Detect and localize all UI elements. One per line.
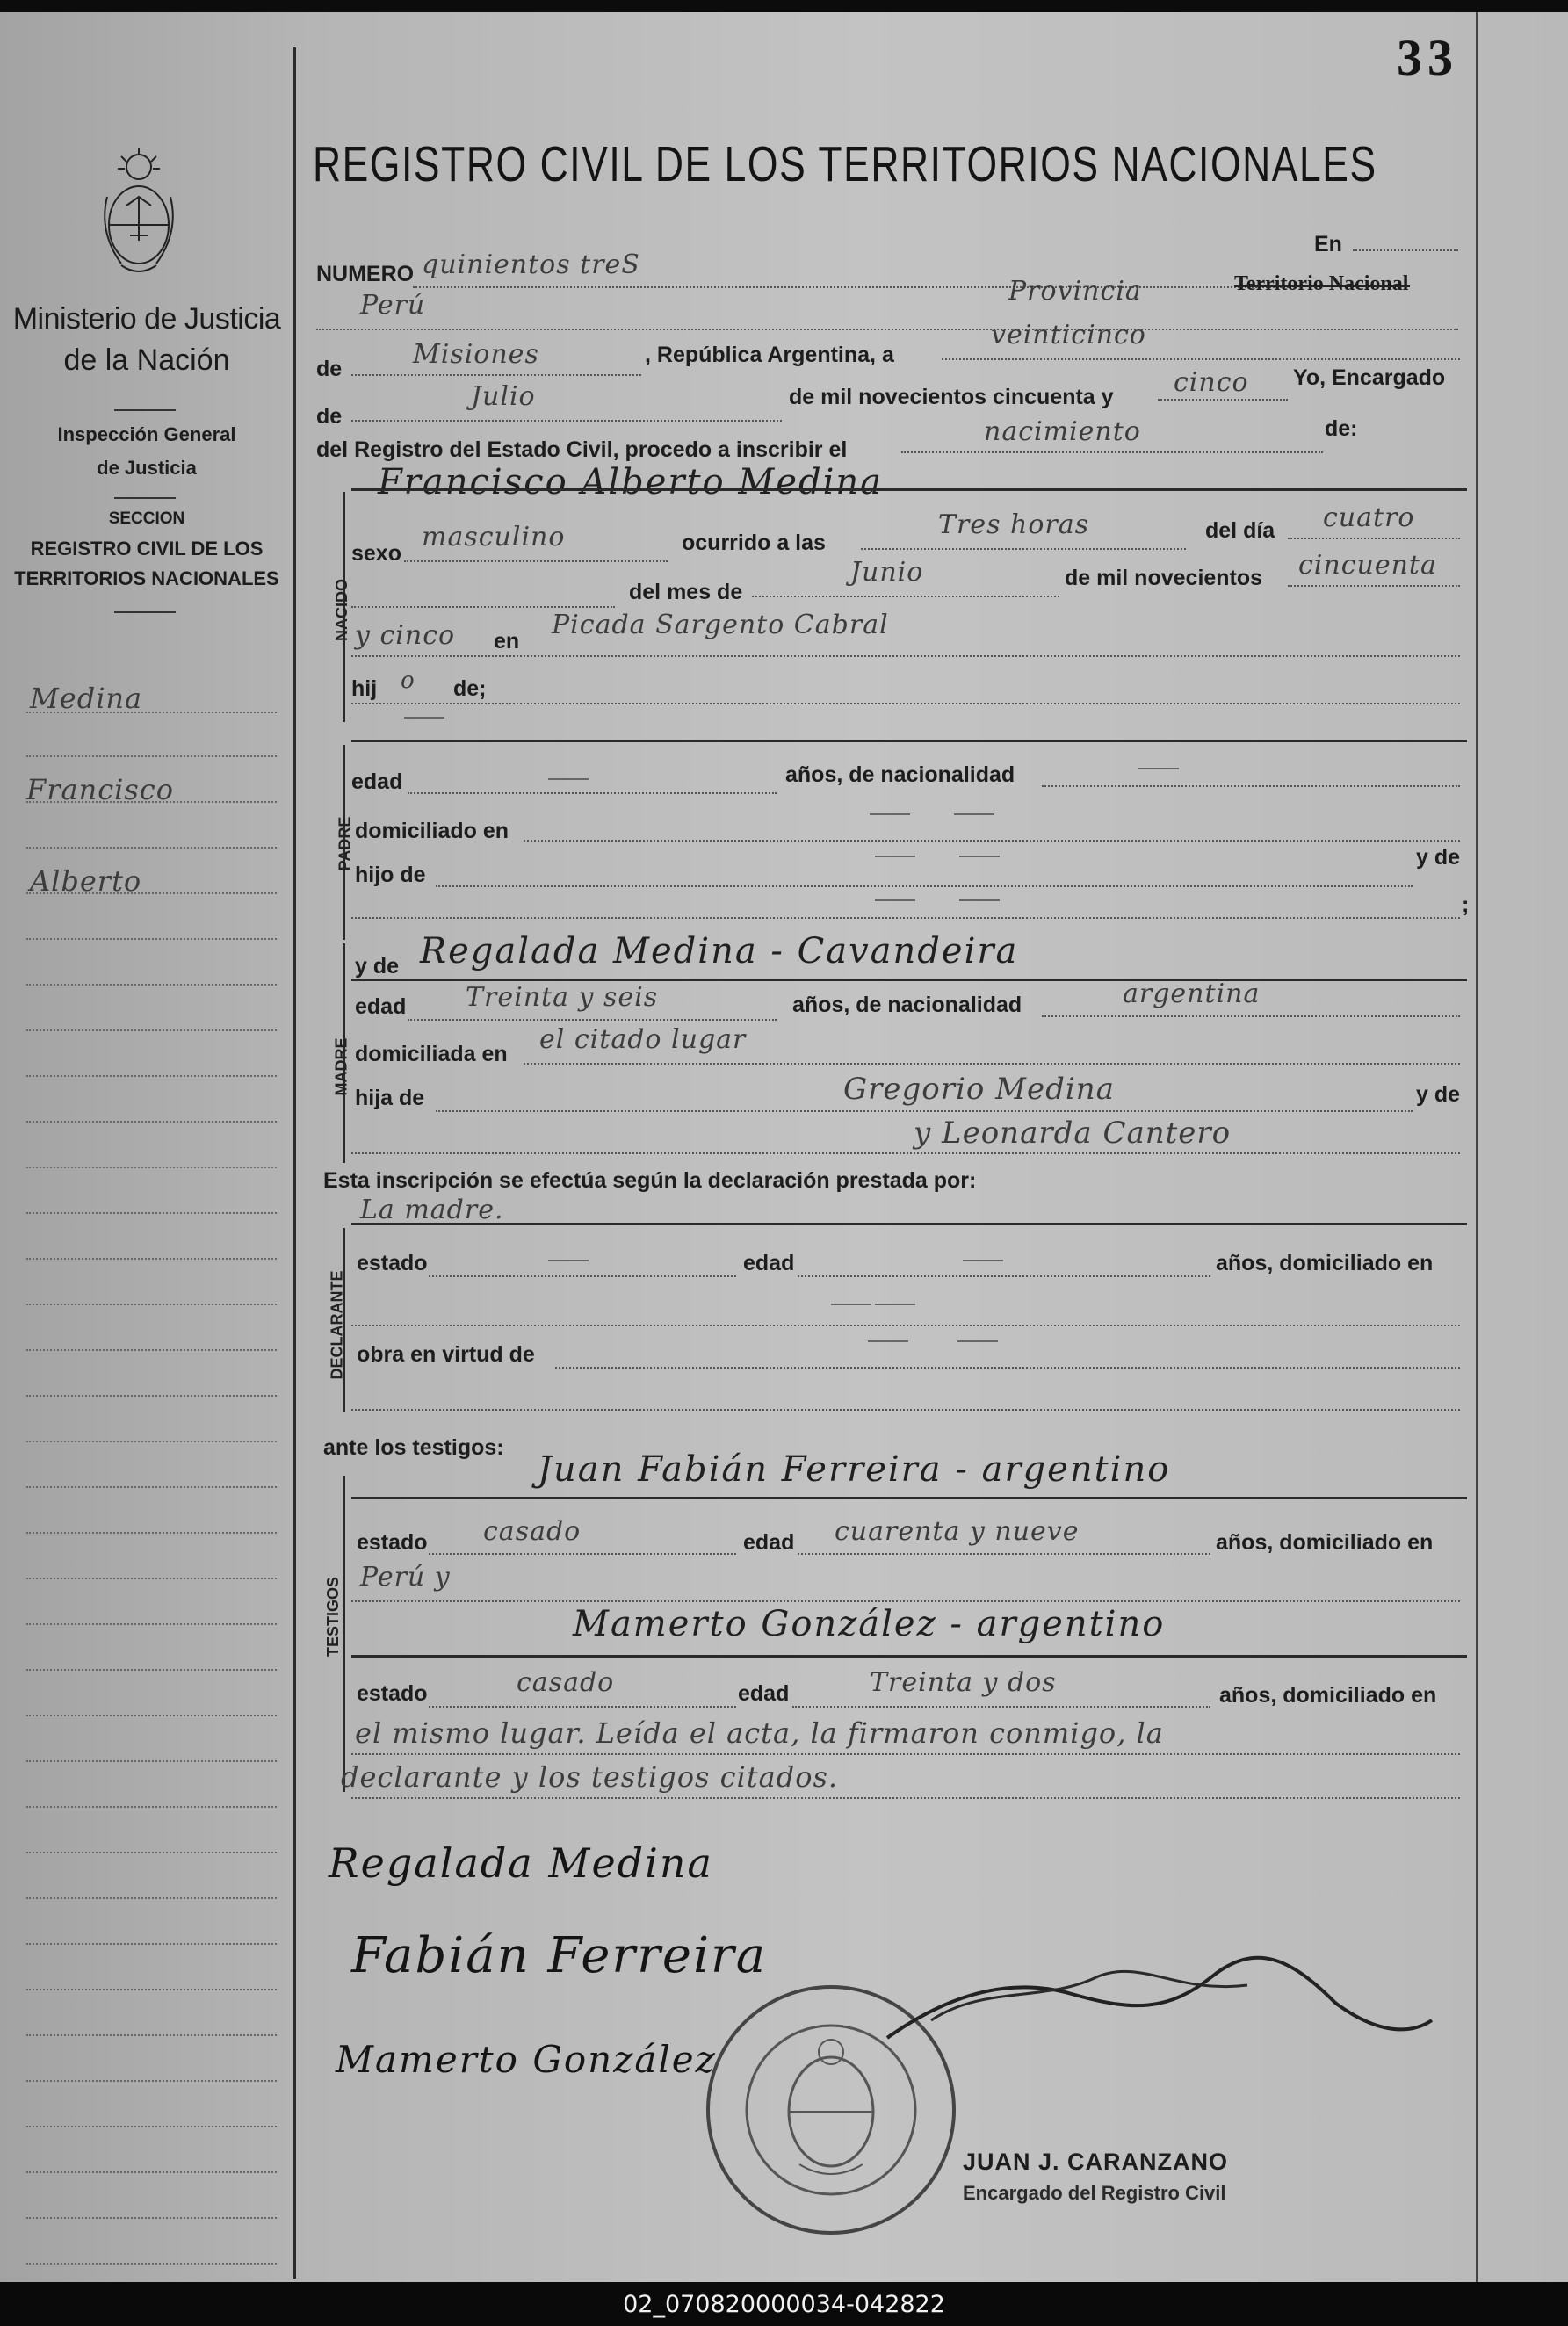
witness2-anos-label: años, domiciliado en bbox=[1219, 1683, 1437, 1708]
ministry-heading bbox=[0, 302, 293, 378]
padre-section-label: PADRE bbox=[336, 816, 354, 871]
madre-nacionalidad-line bbox=[1042, 1015, 1460, 1017]
witness2-estado-label: estado bbox=[357, 1681, 428, 1706]
registro-label: del Registro del Estado Civil, procedo a inscribir el bbox=[316, 437, 848, 462]
hijo-label: hij bbox=[351, 676, 378, 701]
hijo-de-label: de; bbox=[453, 676, 487, 701]
padre-top-line bbox=[351, 740, 1467, 742]
padre-edad-dash bbox=[548, 778, 589, 780]
witness1-edad-value: cuarenta y nueve bbox=[835, 1516, 1080, 1547]
margin-rule bbox=[26, 1760, 277, 1762]
margin-rule bbox=[26, 892, 277, 894]
madre-edad-line bbox=[408, 1019, 777, 1021]
margin-rule bbox=[26, 2034, 277, 2036]
margin-rule bbox=[26, 1349, 277, 1351]
page-number: 33 bbox=[1397, 29, 1458, 86]
declarante-name-value: La madre. bbox=[360, 1195, 504, 1225]
territorio-nacional-label: Territorio Nacional bbox=[1234, 272, 1409, 295]
madre-name-value: Regalada Medina - Cavandeira bbox=[420, 931, 1019, 972]
witness2-edad-line bbox=[792, 1706, 1210, 1708]
declarante-estado-dash bbox=[548, 1260, 589, 1261]
section-divider bbox=[114, 611, 176, 613]
padre-semicolon: ; bbox=[1462, 892, 1470, 917]
margin-rule bbox=[26, 2217, 277, 2219]
madre-padre-value: Gregorio Medina bbox=[843, 1072, 1115, 1107]
en-label: En bbox=[1314, 232, 1342, 256]
act-type-value: nacimiento bbox=[984, 416, 1141, 447]
margin-rule bbox=[26, 1167, 277, 1168]
numero-value: quinientos treS bbox=[422, 249, 640, 280]
republica-label: , República Argentina, a bbox=[645, 343, 894, 367]
mes-label: del mes de bbox=[629, 580, 743, 604]
year-label: de mil novecientos cincuenta y bbox=[789, 385, 1114, 409]
padre-domicilio-dash bbox=[870, 813, 910, 815]
declaracion-intro: Esta inscripción se efectúa según la declaración prestada por: bbox=[323, 1168, 977, 1193]
witness1-domicilio-line bbox=[351, 1600, 1460, 1602]
padre-blank-dash bbox=[404, 717, 444, 719]
madre-edad-label: edad bbox=[355, 994, 407, 1019]
en-line bbox=[1353, 249, 1458, 251]
signature-witness-1: Fabián Ferreira bbox=[351, 1927, 768, 1984]
inspection-divider bbox=[114, 497, 176, 499]
witness2-edad-value: Treinta y dos bbox=[870, 1667, 1057, 1698]
madre-nacionalidad-value: argentina bbox=[1123, 979, 1261, 1009]
margin-rule bbox=[26, 2080, 277, 2082]
official-signature-flourish-icon bbox=[878, 1941, 1441, 2055]
declarante-domicilio-dash bbox=[831, 1304, 871, 1305]
declarante-obra-label: obra en virtud de bbox=[357, 1342, 535, 1367]
declarante-edad-dash bbox=[963, 1260, 1003, 1261]
de-label-1: de bbox=[316, 357, 343, 381]
provincia-value: Provincia bbox=[1008, 276, 1142, 307]
padre-domicilio-label: domiciliado en bbox=[355, 819, 509, 843]
official-title: Encargado del Registro Civil bbox=[963, 2182, 1226, 2204]
padre-nacionalidad-dash bbox=[1138, 768, 1179, 769]
ocurrido-label: ocurrido a las bbox=[682, 531, 826, 555]
witness1-edad-label: edad bbox=[743, 1530, 795, 1555]
margin-rule bbox=[26, 1029, 277, 1031]
madre-hija-de-line bbox=[436, 1110, 1413, 1112]
nacido-name-value: Francisco Alberto Medina bbox=[378, 462, 883, 502]
madre-hija-de-label: hija de bbox=[355, 1086, 425, 1110]
right-page-edge bbox=[1476, 12, 1478, 2282]
padre-domicilio-dash bbox=[954, 813, 994, 815]
witness1-estado-line bbox=[429, 1553, 736, 1555]
declarante-section-label: DECLARANTE bbox=[328, 1270, 346, 1380]
act-line bbox=[901, 451, 1323, 453]
margin-rule bbox=[26, 1806, 277, 1808]
witness1-edad-line bbox=[798, 1553, 1210, 1555]
padre-hijo-de-line bbox=[436, 885, 1413, 887]
witness1-estado-value: casado bbox=[483, 1516, 582, 1547]
margin-rule bbox=[26, 984, 277, 986]
de-label-2: de bbox=[316, 404, 343, 429]
hijo-line bbox=[351, 703, 1460, 704]
anio-value: cincuenta bbox=[1298, 550, 1437, 581]
margin-rule bbox=[26, 801, 277, 803]
declarante-edad-line bbox=[798, 1275, 1210, 1277]
margin-rule bbox=[26, 1441, 277, 1442]
dia-line bbox=[1288, 538, 1460, 539]
margin-rule bbox=[26, 2126, 277, 2127]
madre-y-de-label-2: y de bbox=[1416, 1082, 1461, 1107]
madre-edad-value: Treinta y seis bbox=[466, 982, 659, 1013]
madre-y-de-label: y de bbox=[355, 954, 400, 979]
territory-value: Misiones bbox=[413, 339, 539, 370]
register-title: REGISTRO CIVIL DE LOS TERRITORIOS NACIONALES bbox=[313, 136, 1377, 192]
margin-rule bbox=[26, 2171, 277, 2173]
margin-rule bbox=[26, 1486, 277, 1488]
numero-label: NUMERO bbox=[316, 262, 415, 286]
de-colon-label: de: bbox=[1325, 416, 1358, 441]
numero-line bbox=[413, 286, 1291, 288]
day-line bbox=[942, 358, 1460, 360]
margin-rule bbox=[26, 938, 277, 940]
yo-encargado-label: Yo, Encargado bbox=[1293, 365, 1446, 390]
section-line-2: TERRITORIOS NACIONALES bbox=[14, 567, 279, 589]
closing-line-1-rule bbox=[351, 1753, 1460, 1755]
margin-rule bbox=[26, 1669, 277, 1671]
witness1-name-line bbox=[351, 1497, 1467, 1499]
index-surname: Medina bbox=[30, 682, 143, 715]
padre-hijo-de-label: hijo de bbox=[355, 863, 426, 887]
margin-rule bbox=[26, 1532, 277, 1534]
hijo-suffix-value: o bbox=[401, 668, 415, 694]
month-line bbox=[351, 420, 782, 422]
witness2-estado-value: casado bbox=[517, 1667, 615, 1698]
sexo-label: sexo bbox=[351, 541, 401, 566]
year-value: cinco bbox=[1174, 367, 1249, 398]
madre-section-label: MADRE bbox=[332, 1037, 350, 1096]
inspection-line-2: de Justicia bbox=[97, 457, 197, 479]
witness1-domicilio-value: Perú y bbox=[360, 1562, 451, 1593]
margin-rule bbox=[26, 1897, 277, 1899]
madre-domicilio-line bbox=[524, 1063, 1460, 1065]
testigos-bracket bbox=[343, 1476, 345, 1792]
padre-edad-line bbox=[408, 792, 777, 794]
madre-domicilio-label: domiciliada en bbox=[355, 1042, 508, 1066]
margin-divider-line bbox=[293, 47, 296, 2279]
section-line-1: REGISTRO CIVIL DE LOS bbox=[30, 538, 264, 560]
margin-rule bbox=[26, 1623, 277, 1625]
day-value: veinticinco bbox=[991, 320, 1146, 350]
witness1-name-value: Juan Fabián Ferreira - argentino bbox=[538, 1449, 1171, 1490]
padre-second-dash bbox=[875, 899, 915, 901]
declarante-obra-dash bbox=[868, 1340, 908, 1342]
scan-filename-label: 02_070820000034-042822 bbox=[623, 2291, 945, 2318]
nacido-section-label: NACIDO bbox=[333, 579, 350, 641]
lugar-line bbox=[351, 655, 1460, 657]
padre-second-line bbox=[351, 917, 1460, 919]
lugar-value: Picada Sargento Cabral bbox=[552, 610, 889, 640]
inspection-line-1: Inspección General bbox=[57, 423, 236, 445]
margin-rule bbox=[26, 1212, 277, 1214]
padre-hijo-dash bbox=[875, 856, 915, 857]
witness2-edad-label: edad bbox=[738, 1681, 790, 1706]
witness2-name-value: Mamerto González - argentino bbox=[573, 1604, 1166, 1644]
declarante-obra-line bbox=[555, 1367, 1460, 1369]
anio-line bbox=[1288, 585, 1460, 587]
margin-rule bbox=[26, 712, 277, 713]
madre-domicilio-value: el citado lugar bbox=[539, 1024, 747, 1055]
register-page bbox=[0, 12, 1568, 2282]
witness1-anos-label: años, domiciliado en bbox=[1216, 1530, 1434, 1555]
signature-witness-2: Mamerto González bbox=[336, 2038, 717, 2081]
declarante-name-line bbox=[351, 1223, 1467, 1225]
en-place-label: en bbox=[494, 629, 520, 654]
section-label: SECCION bbox=[108, 509, 185, 528]
index-first-name: Francisco bbox=[26, 773, 174, 806]
margin-rule bbox=[26, 755, 277, 757]
declarante-estado-label: estado bbox=[357, 1251, 428, 1275]
madre-second-line bbox=[351, 1152, 1460, 1154]
ministry-line-2: de la Nación bbox=[63, 343, 230, 377]
year-line bbox=[1158, 399, 1288, 401]
margin-rule bbox=[26, 1395, 277, 1397]
declarante-obra-dash bbox=[957, 1340, 998, 1342]
dia-value: cuatro bbox=[1323, 502, 1415, 533]
hora-value: Tres horas bbox=[938, 509, 1090, 540]
closing-line-2-rule bbox=[351, 1797, 1460, 1799]
margin-rule bbox=[26, 2263, 277, 2265]
anio-value-continued: y cinco bbox=[355, 620, 456, 651]
margin-rule bbox=[26, 1121, 277, 1123]
declarante-estado-line bbox=[429, 1275, 736, 1277]
nacido-name-line bbox=[351, 488, 1467, 491]
ministry-line-1: Ministerio de Justicia bbox=[12, 302, 281, 336]
mes-lead-line bbox=[351, 606, 615, 608]
place-value: Perú bbox=[360, 290, 426, 321]
margin-rule bbox=[26, 1715, 277, 1716]
declarante-domicilio-line bbox=[351, 1325, 1460, 1326]
madre-name-line bbox=[351, 979, 1467, 981]
padre-second-dash bbox=[959, 899, 1000, 901]
declarante-last-line bbox=[351, 1409, 1460, 1411]
madre-nacionalidad-label: años, de nacionalidad bbox=[792, 993, 1022, 1017]
padre-y-de-label: y de bbox=[1416, 845, 1461, 870]
padre-hijo-dash bbox=[959, 856, 1000, 857]
territory-line bbox=[351, 374, 641, 376]
closing-line-2: declarante y los testigos citados. bbox=[341, 1760, 839, 1794]
index-middle-name: Alberto bbox=[30, 864, 142, 898]
testigos-intro: ante los testigos: bbox=[323, 1435, 504, 1460]
sexo-line bbox=[404, 560, 668, 562]
mes-value: Junio bbox=[850, 557, 924, 588]
padre-nacionalidad-label: años, de nacionalidad bbox=[785, 762, 1015, 787]
margin-rule bbox=[26, 1304, 277, 1305]
dia-label: del día bbox=[1205, 518, 1275, 543]
mes-line bbox=[752, 596, 1059, 597]
declarante-edad-label: edad bbox=[743, 1251, 795, 1275]
mil-novecientos-label: de mil novecientos bbox=[1065, 566, 1263, 590]
hora-line bbox=[861, 548, 1186, 550]
margin-rule bbox=[26, 1075, 277, 1077]
signature-mother: Regalada Medina bbox=[329, 1839, 713, 1887]
territorio-strikethrough bbox=[1234, 285, 1410, 287]
declarante-anos-label: años, domiciliado en bbox=[1216, 1251, 1434, 1275]
margin-rule bbox=[26, 1989, 277, 1990]
margin-rule bbox=[26, 1578, 277, 1579]
margin-rule bbox=[26, 1852, 277, 1853]
padre-nacionalidad-line bbox=[1042, 785, 1460, 787]
padre-edad-label: edad bbox=[351, 769, 403, 794]
witness1-estado-label: estado bbox=[357, 1530, 428, 1555]
margin-rule bbox=[26, 1943, 277, 1945]
witness2-estado-line bbox=[429, 1706, 736, 1708]
official-name: JUAN J. CARANZANO bbox=[963, 2149, 1229, 2175]
sexo-value: masculino bbox=[422, 522, 566, 553]
national-coat-of-arms-icon bbox=[95, 144, 183, 285]
madre-madre-value: y Leonarda Cantero bbox=[914, 1116, 1232, 1151]
testigos-section-label: TESTIGOS bbox=[324, 1576, 343, 1658]
margin-rule bbox=[26, 1258, 277, 1260]
witness2-name-line bbox=[351, 1655, 1467, 1658]
ministry-divider bbox=[114, 409, 176, 411]
closing-line-1: el mismo lugar. Leída el acta, la firmaron conmigo, la bbox=[355, 1716, 1164, 1750]
place-line bbox=[316, 329, 1458, 330]
margin-rule bbox=[26, 847, 277, 849]
padre-domicilio-line bbox=[524, 840, 1460, 842]
declarante-domicilio-dash bbox=[875, 1304, 915, 1305]
month-value: Julio bbox=[471, 381, 536, 412]
